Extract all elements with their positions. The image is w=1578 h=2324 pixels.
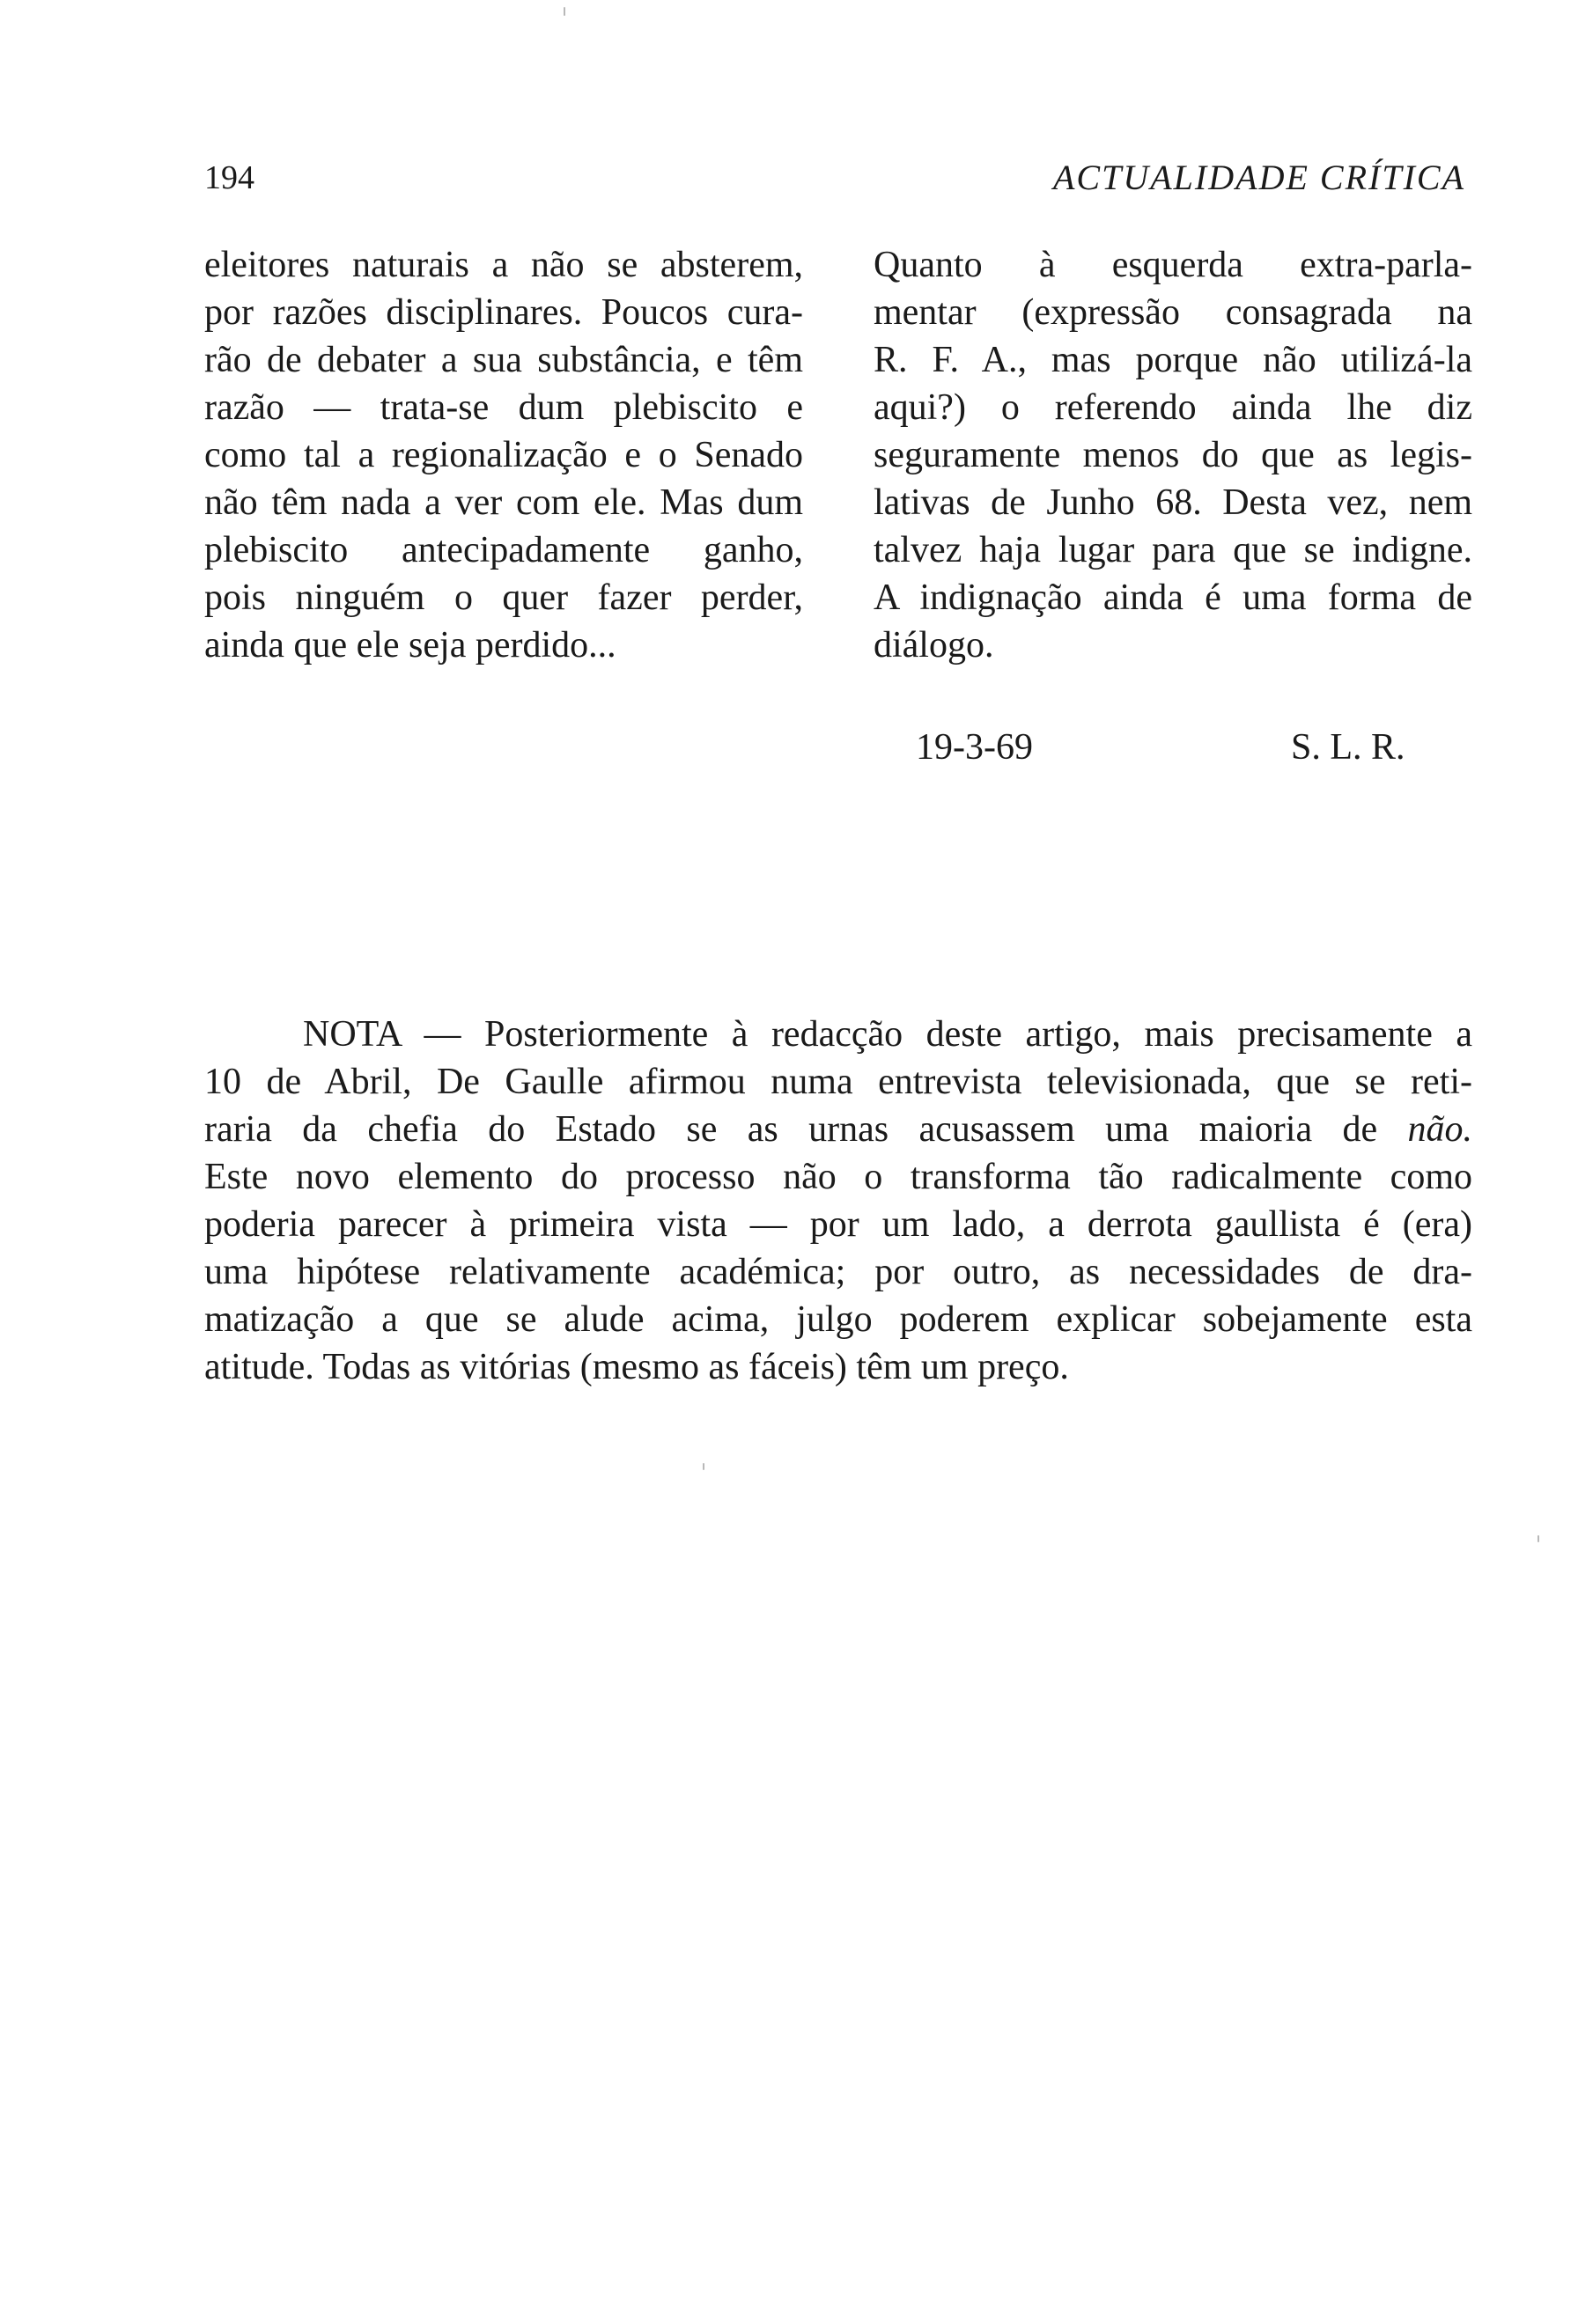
scan-speck	[1537, 1535, 1539, 1542]
note-line: atitude. Todas as vitórias (mesmo as fáceis) têm um preço.	[204, 1347, 1069, 1387]
footnote-paragraph	[204, 1011, 1472, 1391]
left-column	[204, 241, 803, 669]
author-initials: S. L. R.	[1291, 727, 1405, 768]
text-line: seguramente menos do que as legis-	[874, 435, 1472, 475]
note-line: NOTA — Posteriormente à redacção deste artigo, mais precisamente a	[303, 1014, 1472, 1055]
text-line: A indignação ainda é uma forma de	[874, 577, 1472, 618]
text-line: rão de debater a sua substância, e têm	[204, 340, 803, 380]
text-line: diálogo.	[874, 625, 994, 666]
note-line	[204, 1106, 1472, 1153]
right-column	[874, 241, 1472, 669]
note-line: Este novo elemento do processo não o transforma tão radicalmente como	[204, 1157, 1472, 1197]
text-line: R. F. A., mas porque não utilizá-la	[874, 340, 1472, 380]
article-date: 19-3-69	[916, 727, 1033, 768]
text-line: plebiscito antecipadamente ganho,	[204, 530, 803, 570]
running-title: ACTUALIDADE CRÍTICA	[1053, 158, 1465, 197]
text-line: razão — trata-se dum plebiscito e	[204, 387, 803, 428]
note-line-text: raria da chefia do Estado se as urnas acusassem uma maioria de	[204, 1109, 1408, 1150]
note-line: matização a que se alude acima, julgo poderem explicar sobejamente esta	[204, 1299, 1472, 1340]
note-line: uma hipótese relativamente académica; por outro, as necessidades de dra-	[204, 1252, 1472, 1292]
text-line: pois ninguém o quer fazer perder,	[204, 577, 803, 618]
text-line: ainda que ele seja perdido...	[204, 625, 616, 666]
note-line: poderia parecer à primeira vista — por um lado, a derrota gaullista é (era)	[204, 1204, 1472, 1245]
text-line: mentar (expressão consagrada na	[874, 292, 1472, 333]
page-number: 194	[204, 159, 254, 196]
text-line: lativas de Junho 68. Desta vez, nem	[874, 482, 1472, 523]
text-line: não têm nada a ver com ele. Mas dum	[204, 482, 803, 523]
text-line: aqui?) o referendo ainda lhe diz	[874, 387, 1472, 428]
scan-speck	[703, 1463, 704, 1470]
note-line: 10 de Abril, De Gaulle afirmou numa entrevista televisionada, que se reti-	[204, 1062, 1472, 1102]
text-line: por razões disciplinares. Poucos cura-	[204, 292, 803, 333]
text-line: eleitores naturais a não se absterem,	[204, 245, 803, 285]
scan-speck	[564, 7, 565, 16]
text-line: talvez haja lugar para que se indigne.	[874, 530, 1472, 570]
emphasized-word: não.	[1407, 1109, 1472, 1150]
text-line: como tal a regionalização e o Senado	[204, 435, 803, 475]
text-line: Quanto à esquerda extra-parla-	[874, 245, 1472, 285]
